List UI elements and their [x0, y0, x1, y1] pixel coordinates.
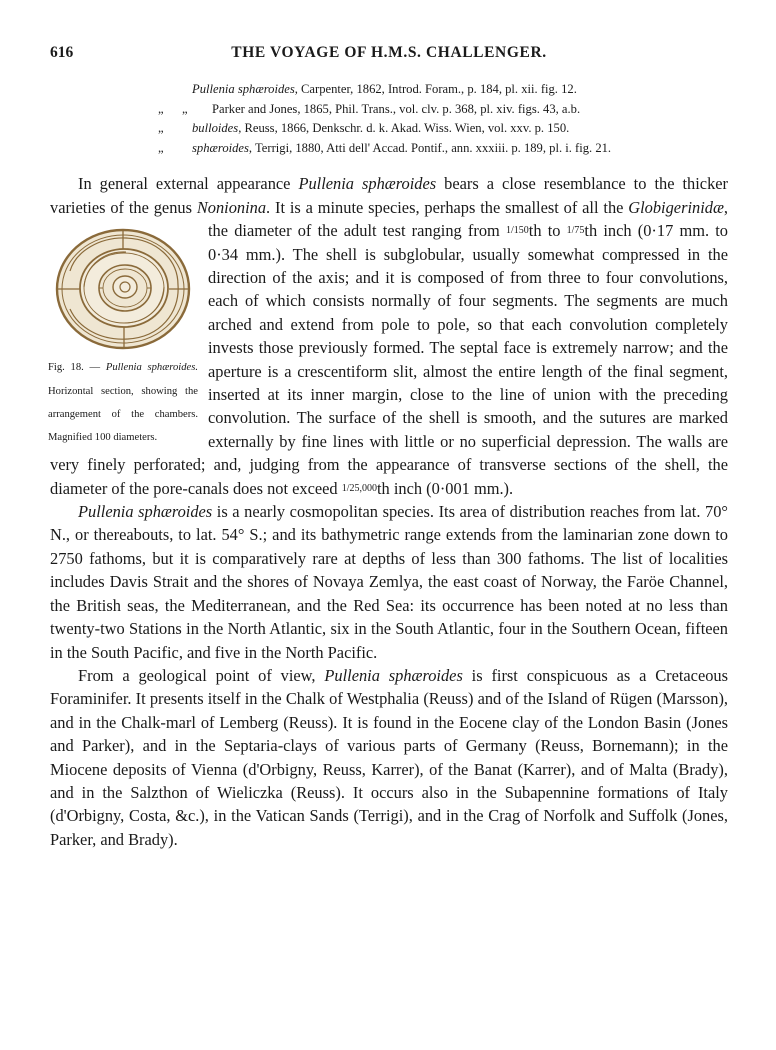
- genus-name: Nonionina: [196, 197, 267, 217]
- figure-species: Pullenia sphæroides.: [105, 362, 198, 374]
- text-run: th inch (0·001 mm.).: [377, 478, 514, 498]
- figure-caption-text: Horizontal section, showing the arrangement of the chambers. Magnified 100 diameters.: [48, 385, 198, 444]
- species-name: Pullenia sphæroides: [78, 502, 213, 522]
- synonym-name: sphæroides: [192, 140, 249, 155]
- body-text: [50, 172, 728, 851]
- text-run: . It is a minute species, perhaps the smallest of all the: [266, 197, 629, 217]
- text-run: From a geological point of view,: [78, 665, 325, 685]
- fraction: 1/75: [566, 225, 585, 237]
- text-run: bears a close resemblance to the thicker varieties of the genus: [50, 174, 729, 217]
- species-name: Pullenia sphæroides: [298, 174, 437, 194]
- figure-label: Fig. 18. —: [48, 362, 106, 374]
- running-title: THE VOYAGE OF H.M.S. CHALLENGER.: [231, 44, 547, 61]
- figure-caption: [48, 362, 198, 443]
- synonym-citation: , Carpenter, 1862, Introd. Foram., p. 184, pl. xii. fig. 12.: [294, 82, 577, 96]
- synonymy-list: [50, 80, 728, 158]
- page: [50, 44, 728, 851]
- ditto-mark: „: [158, 101, 164, 116]
- family-name: Globigerinidæ: [628, 197, 724, 217]
- text-run: , the diameter of the adult test ranging from: [208, 197, 728, 241]
- text-run: In general external appearance: [78, 174, 299, 194]
- synonymy-entry: [50, 119, 728, 139]
- figure-18: [48, 221, 198, 447]
- synonym-name: bulloides: [192, 121, 239, 136]
- fraction: 1/25,000: [341, 482, 377, 494]
- shell-section-figure: [50, 225, 196, 353]
- species-name: Pullenia sphæroides: [324, 665, 463, 685]
- synonym-name: Pullenia sphæroides: [192, 82, 295, 96]
- ditto-mark: „: [158, 121, 164, 136]
- synonymy-entry: [50, 100, 728, 120]
- synonym-citation: , Terrigi, 1880, Atti dell' Accad. Pontif., ann. xxxiii. p. 189, pl. i. fig. 21.: [248, 140, 612, 155]
- synonymy-entry: [50, 80, 728, 100]
- fraction: 1/150: [505, 225, 529, 237]
- paragraph-1: [50, 172, 728, 500]
- paragraph-2: [50, 500, 728, 664]
- text-run: is a nearly cosmopolitan species. Its area of distribution reaches from lat. 70° N., or thereabouts, to lat. 54° S.; and its bathymetric range extends from the laminarian zone down to 2750 fathoms, but it is comparatively rare at depths of less than 300 fathoms. The list of localities includes Davis Strait and the shores of Novaya Zemlya, the east coast of Norway, the Faröe Channel, the British seas, the Mediterranean, and the Red Sea: its occurrence has been noted at no less than twenty-two Stations in the North Atlantic, six in the South Atlantic, four in the Southern Ocean, fifteen in the South Pacific, and five in the North Pacific.: [50, 502, 728, 662]
- synonymy-entry: [50, 139, 728, 159]
- ditto-mark: „: [158, 140, 164, 155]
- text-run: th inch (0·17 mm. to 0·34 mm.). The shell is subglobular, usually somewhat compressed in the direction of the axis; and it is composed of from three to four convolutions, each of which consists normally of four segments. The segments are much arched and extend from pole to pole, so that each convolution completely invests those previously formed. The septal face is extremely narrow; and the aperture is a crescentiform slit, almost the entire length of the final segment, inserted at its inner margin, close to the line of union with the preceding convolution. The surface of the shell is smooth, and the sutures are marked externally by fine lines with little or no superficial depression. The walls are very finely perforated; and, judging from the appearance of transverse sections of the shell, the diameter of the pore-canals does not exceed: [50, 221, 728, 498]
- text-run: is first conspicuous as a Cretaceous Foraminifer. It presents itself in the Chalk of Westphalia (Reuss) and of the Island of Rügen (Marsson), and in the Chalk-marl of Lemberg (Reuss). It is found in the Eocene clay of the London Basin (Jones and Parker), and in the Septaria-clays of various parts of Germany (Reuss, Bornemann); in the Miocene deposits of Vienna (d'Orbigny, Reuss, Karrer), of the Banat (Karrer), and of Malta (Brady), and in the Salzthon of Wieliczka (Reuss). It occurs also in the Subapennine formations of Italy (d'Orbigny, Costa, &c.), in the Vatican Sands (Terrigi), and in the Crag of Norfolk and Suffolk (Jones, Parker, and Brady).: [50, 665, 729, 849]
- synonym-citation: , Reuss, 1866, Denkschr. d. k. Akad. Wiss. Wien, vol. xxv. p. 150.: [238, 121, 570, 136]
- paragraph-3: [50, 664, 728, 851]
- page-number: 616: [50, 44, 74, 61]
- synonym-citation: Parker and Jones, 1865, Phil. Trans., vol. clv. p. 368, pl. xiv. figs. 43, a.b.: [212, 101, 581, 116]
- page-header: [50, 44, 728, 70]
- ditto-mark: „: [182, 101, 188, 116]
- text-run: th to: [528, 221, 567, 241]
